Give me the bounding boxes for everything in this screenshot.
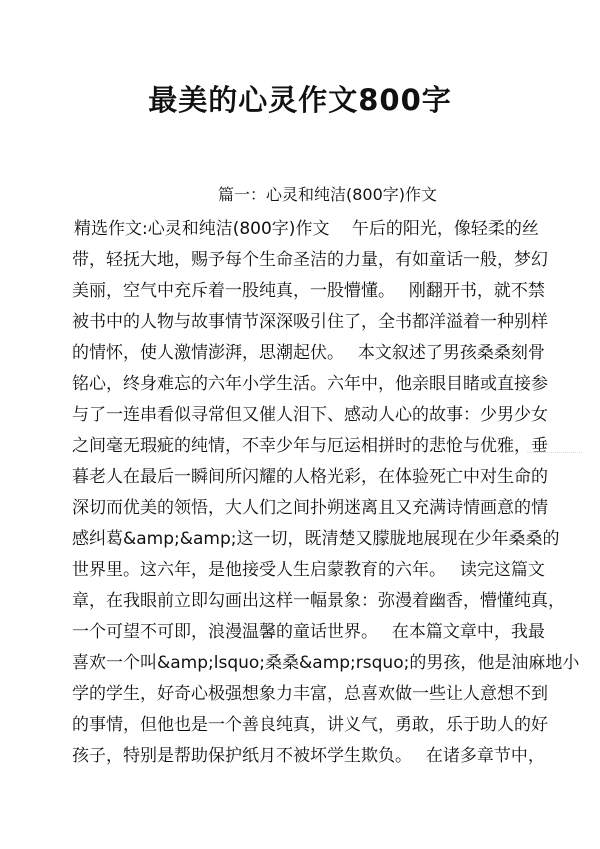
body-line: 美丽，空气中充斥着一股纯真，一股懵懂。 刚翻开书，就不禁 [72, 281, 545, 301]
body-line: 世界里。这六年，是他接受人生启蒙教育的六年。 读完这篇文 [72, 560, 545, 580]
body-line: 精选作文:心灵和纯洁(800字)作文 午后的阳光，像轻柔的丝 [74, 219, 539, 239]
body-line: 深切而优美的领悟，大人们之间扑朔迷离且又充满诗情画意的情 [72, 498, 548, 518]
body-line: 与了一连串看似寻常但又催人泪下、感动人心的故事：少男少女 [72, 405, 548, 425]
body-line: 带，轻抚大地，赐予每个生命圣洁的力量，有如童话一般，梦幻 [72, 250, 548, 270]
body-line: 感纠葛&amp;&amp;这一切，既清楚又朦胧地展现在少年桑桑的 [72, 529, 560, 549]
body-line: 一个可望不可即，浪漫温馨的童话世界。 在本篇文章中，我最 [72, 622, 545, 642]
body-line: 学的学生，好奇心极强想象力丰富，总喜欢做一些让人意想不到 [72, 684, 548, 704]
body-line: 之间毫无瑕疵的纯情，不幸少年与厄运相拼时的悲怆与优雅，垂 [72, 436, 548, 456]
body-line: 暮老人在最后一瞬间所闪耀的人格光彩，在体验死亡中对生命的 [72, 467, 548, 487]
body-paragraph [72, 214, 580, 772]
body-line: 被书中的人物与故事情节深深吸引住了，全书都洋溢着一种别样 [72, 312, 548, 332]
section-heading: 篇一：心灵和纯洁(800字)作文 [218, 185, 438, 204]
body-line: 孩子，特别是帮助保护纸月不被坏学生欺负。 在诸多章节中， [72, 746, 545, 766]
body-line: 章，在我眼前立即勾画出这样一幅景象：弥漫着幽香，懵懂纯真， [72, 591, 565, 611]
body-line: 喜欢一个叫&amp;lsquo;桑桑&amp;rsquo;的男孩，他是油麻地小 [72, 653, 580, 673]
body-line: 的事情，但他也是一个善良纯真，讲义气，勇敢，乐于助人的好 [72, 715, 548, 735]
document-title: 最美的心灵作文800字 [148, 83, 452, 117]
body-line: 的情怀，使人激情澎湃，思潮起伏。 本文叙述了男孩桑桑刻骨 [72, 343, 545, 363]
dotted-divider [527, 452, 582, 453]
body-line: 铭心，终身难忘的六年小学生活。六年中，他亲眼目睹或直接参 [72, 374, 548, 394]
